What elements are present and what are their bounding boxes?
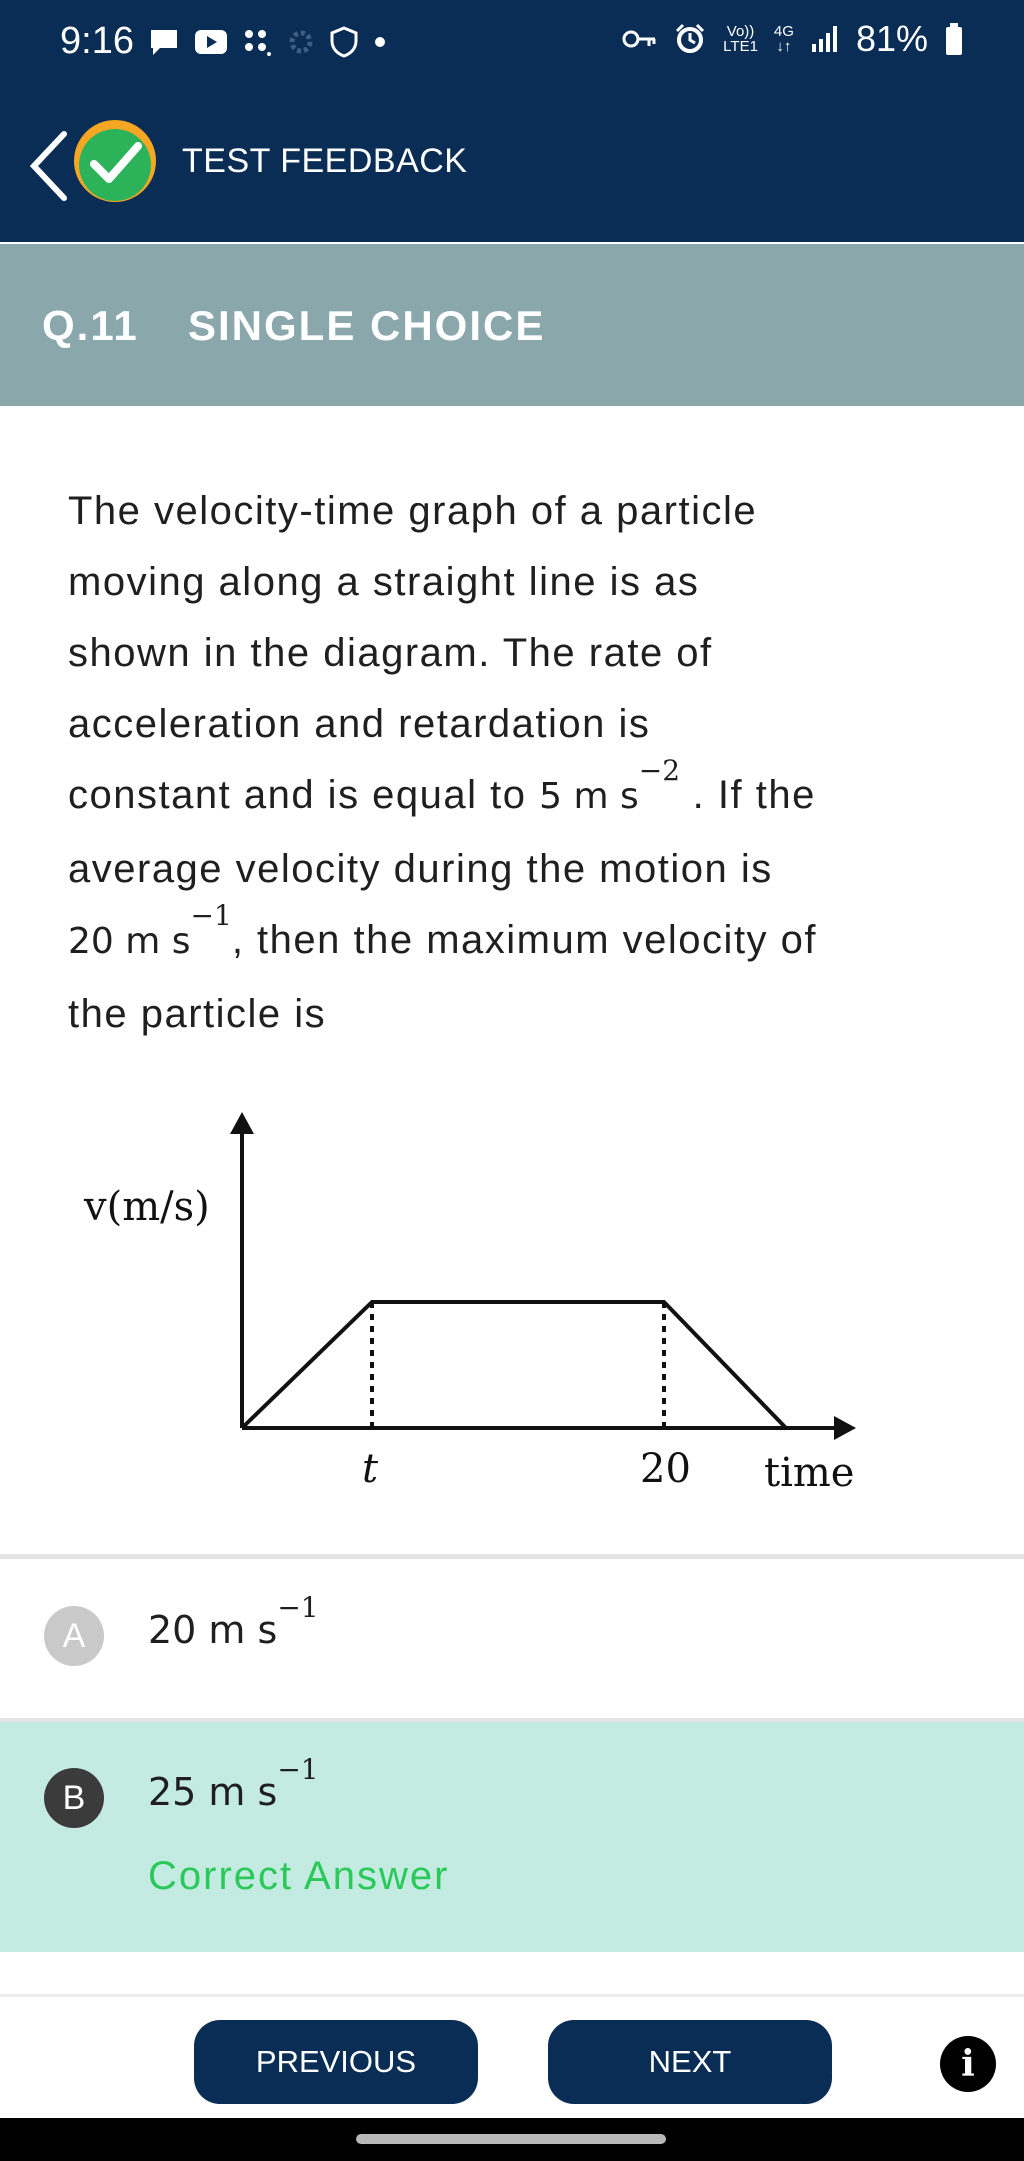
- divider: [0, 1994, 1024, 1997]
- shield-icon: [330, 26, 358, 58]
- question-line: average velocity during the motion is: [68, 847, 773, 891]
- battery-icon: [944, 22, 964, 56]
- question-line: moving along a straight line is as: [68, 560, 700, 604]
- option-b[interactable]: [0, 1722, 1024, 1952]
- option-letter: B: [44, 1768, 104, 1828]
- notification-dot-icon: [372, 34, 388, 50]
- y-axis-label: v(m/s): [84, 1184, 210, 1230]
- status-left-icons: [148, 26, 388, 58]
- option-a[interactable]: [0, 1560, 1024, 1720]
- signal-icon: [810, 24, 840, 54]
- question-line: The velocity-time graph of a particle: [68, 489, 758, 533]
- volte-indicator: Vo)) LTE1: [723, 23, 758, 55]
- info-icon[interactable]: i: [940, 2036, 996, 2092]
- system-nav-bar: [0, 2118, 1024, 2161]
- page-title: TEST FEEDBACK: [182, 142, 468, 180]
- question-number: Q.11: [42, 302, 139, 349]
- battery-percent: 81%: [855, 18, 928, 59]
- next-button[interactable]: NEXT: [548, 2020, 832, 2104]
- divider: [0, 1554, 1024, 1559]
- average-velocity-value: 20 m s: [68, 921, 191, 962]
- youtube-icon: [194, 28, 228, 56]
- option-value: 20 m $s^{-1}$: [148, 1591, 319, 1652]
- question-line: acceleration and retardation is: [68, 702, 651, 746]
- option-letter: A: [44, 1606, 104, 1666]
- correct-answer-label: Correct Answer: [148, 1854, 450, 1898]
- gear-icon: [286, 27, 316, 57]
- question-text: [68, 476, 968, 1050]
- question-line: constant and is equal to 5 m $s^{-2}$ . If the: [68, 754, 816, 817]
- key-icon: [621, 27, 657, 51]
- status-bar: [0, 0, 1024, 92]
- app-bar: [0, 92, 1024, 242]
- average-velocity-exponent: −1: [190, 899, 232, 932]
- y-axis-arrow: [230, 1112, 254, 1134]
- chevron-left-icon[interactable]: [24, 128, 72, 204]
- question-line: 20 m $s^{-1}$, then the maximum velocity of: [68, 899, 818, 962]
- network-indicator: 4G ↓↑: [773, 23, 794, 55]
- status-time: 9:16: [60, 20, 134, 62]
- previous-button[interactable]: PREVIOUS: [194, 2020, 478, 2104]
- question-type: SINGLE CHOICE: [188, 302, 546, 349]
- x-axis-label: time: [764, 1450, 855, 1496]
- home-handle[interactable]: [356, 2134, 666, 2144]
- option-value: 25 m $s^{-1}$: [148, 1753, 319, 1814]
- tick-label-t: t: [362, 1446, 379, 1492]
- chat-bubble-icon: [148, 27, 180, 57]
- checkmark-logo-icon: [72, 118, 158, 204]
- alarm-icon: [673, 22, 707, 56]
- velocity-curve: [242, 1302, 786, 1428]
- acceleration-value: 5 m s: [539, 776, 639, 817]
- question-line: shown in the diagram. The rate of: [68, 631, 713, 675]
- dots-grid-icon: [242, 27, 272, 57]
- tick-label-20: 20: [640, 1446, 691, 1492]
- status-right: [621, 18, 964, 60]
- question-header: [0, 244, 1024, 406]
- acceleration-exponent: −2: [638, 754, 681, 787]
- question-line: the particle is: [68, 992, 327, 1036]
- velocity-time-graph: [60, 1110, 880, 1510]
- x-axis-arrow: [834, 1416, 856, 1440]
